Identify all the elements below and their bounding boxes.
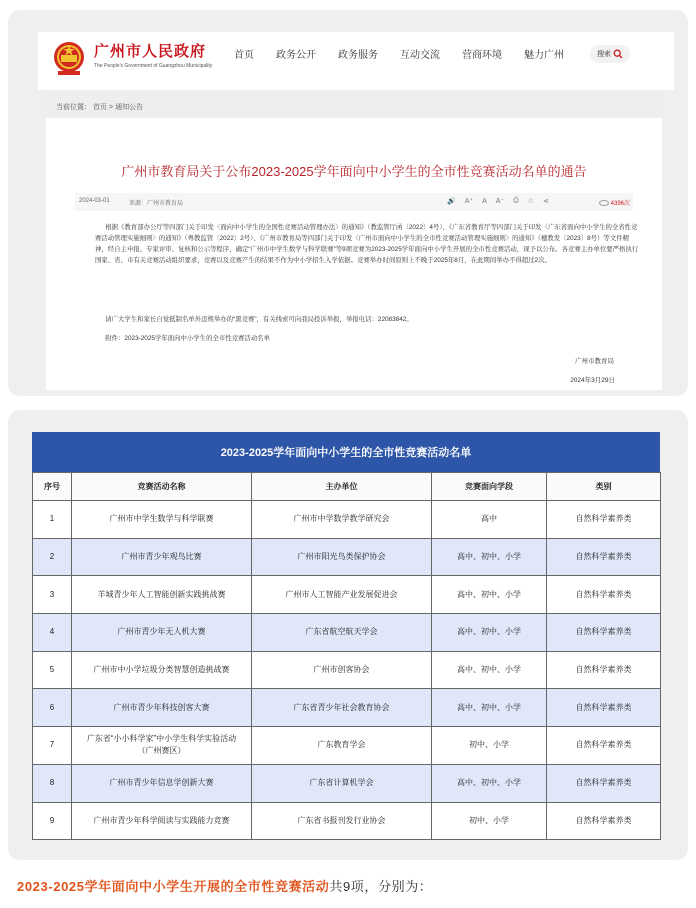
cell-organizer: 广东省书报刊发行业协会 bbox=[252, 802, 432, 840]
nav-item-home[interactable]: 首页 bbox=[234, 50, 254, 61]
favorite-icon[interactable]: ☆ bbox=[527, 198, 535, 205]
article-paragraph-2: 请广大学生和家长自觉抵制名单外违规举办的“黑竞赛”，有关线索可向我局投诉举报，举报电话：22083842。 bbox=[105, 316, 413, 323]
cell-name: 广州市青少年观鸟比赛 bbox=[72, 538, 252, 576]
cell-name: 广州市青少年信息学创新大赛 bbox=[72, 764, 252, 802]
cell-level: 高中、初中、小学 bbox=[432, 538, 547, 576]
nav-item-charm[interactable]: 魅力广州 bbox=[524, 50, 564, 61]
cell-category: 自然科学素养类 bbox=[547, 576, 661, 614]
table-row bbox=[33, 576, 661, 614]
breadcrumb-separator: > bbox=[109, 104, 114, 111]
article-screenshot-card bbox=[8, 10, 688, 396]
share-icon[interactable]: ⋖ bbox=[543, 198, 549, 205]
cell-index: 8 bbox=[33, 764, 72, 802]
table-header-row bbox=[33, 473, 661, 501]
cell-index: 4 bbox=[33, 614, 72, 652]
font-normal-icon[interactable]: A bbox=[482, 197, 487, 205]
cell-name: 羊城青少年人工智能创新实践挑战赛 bbox=[72, 576, 252, 614]
national-emblem-icon bbox=[52, 40, 86, 76]
publish-date: 2024-03-01 bbox=[79, 198, 110, 204]
table-row bbox=[33, 802, 661, 840]
read-aloud-icon[interactable]: 🔊 bbox=[447, 198, 456, 205]
cell-name: 广州市青少年科技创客大赛 bbox=[72, 689, 252, 727]
table-title: 2023-2025学年面向中小学生的全市性竞赛活动名单 bbox=[32, 432, 660, 472]
cell-level: 初中、小学 bbox=[432, 802, 547, 840]
article-source: 来源：广州市教育局 bbox=[129, 201, 184, 207]
cell-index: 6 bbox=[33, 689, 72, 727]
summary-line bbox=[17, 876, 432, 895]
sign-date: 2024年3月29日 bbox=[570, 377, 615, 384]
search-icon bbox=[613, 49, 623, 59]
cell-name: 广州市中小学垃圾分类智慧创造挑战赛 bbox=[72, 651, 252, 689]
cell-level: 高中 bbox=[432, 501, 547, 539]
col-header-level: 竞赛面向学段 bbox=[432, 473, 547, 501]
cell-organizer: 广州市阳光鸟类保护协会 bbox=[252, 538, 432, 576]
signer: 广州市教育局 bbox=[575, 358, 614, 365]
cell-index: 7 bbox=[33, 727, 72, 765]
table-row bbox=[33, 614, 661, 652]
print-icon[interactable]: ⎙ bbox=[513, 197, 519, 204]
article-title: 广州市教育局关于公布2023-2025学年面向中小学生的全市性竞赛活动名单的通告 bbox=[121, 164, 587, 179]
article-tools bbox=[447, 197, 558, 205]
nav-item-gov-affairs[interactable]: 政务公开 bbox=[276, 50, 316, 61]
competition-list bbox=[32, 472, 661, 840]
cell-level: 高中、初中、小学 bbox=[432, 651, 547, 689]
cell-category: 自然科学素养类 bbox=[547, 614, 661, 652]
table-row bbox=[33, 727, 661, 765]
cell-organizer: 广州市中学数学教学研究会 bbox=[252, 501, 432, 539]
cell-category: 自然科学素养类 bbox=[547, 764, 661, 802]
col-header-category: 类别 bbox=[547, 473, 661, 501]
font-larger-icon[interactable]: A⁺ bbox=[464, 198, 474, 205]
cell-level: 高中、初中、小学 bbox=[432, 764, 547, 802]
cell-organizer: 广东省计算机学会 bbox=[252, 764, 432, 802]
summary-rest: 共9项，分别为： bbox=[329, 879, 433, 894]
table-row bbox=[33, 501, 661, 539]
cell-index: 2 bbox=[33, 538, 72, 576]
search-button[interactable] bbox=[590, 45, 630, 63]
font-smaller-icon[interactable]: A⁻ bbox=[495, 198, 505, 205]
view-count bbox=[599, 198, 630, 207]
col-header-organizer: 主办单位 bbox=[252, 473, 432, 501]
col-header-index: 序号 bbox=[33, 473, 72, 501]
view-count-value: 4396次 bbox=[610, 201, 630, 207]
breadcrumb bbox=[46, 94, 662, 118]
cell-name: 广州市中学生数学与科学联赛 bbox=[72, 501, 252, 539]
cell-level: 高中、初中、小学 bbox=[432, 614, 547, 652]
cell-category: 自然科学素养类 bbox=[547, 727, 661, 765]
cell-name: 广东省“小小科学家”中小学生科学实验活动（广州赛区） bbox=[72, 727, 252, 765]
search-label: 搜索 bbox=[597, 51, 611, 58]
cell-organizer: 广州市创客协会 bbox=[252, 651, 432, 689]
article-meta-bar bbox=[75, 193, 633, 211]
nav-item-business[interactable]: 营商环境 bbox=[462, 50, 502, 61]
cell-index: 9 bbox=[33, 802, 72, 840]
main-nav bbox=[234, 46, 586, 61]
cell-category: 自然科学素养类 bbox=[547, 501, 661, 539]
site-name[interactable]: 广州市人民政府 bbox=[94, 43, 207, 60]
cell-index: 3 bbox=[33, 576, 72, 614]
cell-level: 高中、初中、小学 bbox=[432, 689, 547, 727]
cell-name: 广州市青少年科学阅读与实践能力竞赛 bbox=[72, 802, 252, 840]
cell-organizer: 广东省航空航天学会 bbox=[252, 614, 432, 652]
cell-level: 初中、小学 bbox=[432, 727, 547, 765]
nav-item-services[interactable]: 政务服务 bbox=[338, 50, 378, 61]
article-paragraph-1: 根据《教育部办公厅等四部门关于印发〈面向中小学生的全国性竞赛活动管理办法〉的通知》（教监管厅函〔2022〕4号）、《广东省教育厅等四部门关于印发〈广东省面向中小学生的全省性竞赛活动管理实施细则〉的通知》（粤教监管〔2022〕2号）、《广州市教育局等四部门关于印发〈广州市面向中小学生的全市性竞赛活动管理实施细则〉的通知》（穗教发〔2023〕8号）等文件精神，经自主申报、专家评审、复核和公示等程序，确定“广州市中学生数学与科学联赛”等9项竞赛为2023-2025学年面向中小学生开展的全市性竞赛活动，现予以公布。各竞赛主办单位要严格执行国家、省、市有关竞赛活动组织要求，竞赛以及竞赛产生的结果不作为中小学招生入学依据。竞赛举办时间原则上不晚于2025年8月，在此期间举办不得超过2次。 bbox=[95, 224, 639, 264]
col-header-name: 竞赛活动名称 bbox=[72, 473, 252, 501]
article-attachment[interactable]: 附件：2023-2025学年面向中小学生的全市性竞赛活动名单 bbox=[105, 335, 270, 342]
cell-level: 高中、初中、小学 bbox=[432, 576, 547, 614]
cell-category: 自然科学素养类 bbox=[547, 651, 661, 689]
table-row bbox=[33, 764, 661, 802]
competition-table-card bbox=[8, 410, 688, 860]
article-body bbox=[46, 94, 662, 390]
cell-index: 5 bbox=[33, 651, 72, 689]
cell-category: 自然科学素养类 bbox=[547, 802, 661, 840]
summary-highlight: 2023-2025学年面向中小学生开展的全市性竞赛活动 bbox=[17, 879, 330, 894]
site-header bbox=[38, 32, 674, 90]
table-row bbox=[33, 651, 661, 689]
cell-organizer: 广州市人工智能产业发展促进会 bbox=[252, 576, 432, 614]
table-row bbox=[33, 538, 661, 576]
breadcrumb-item-notices[interactable]: 通知公告 bbox=[115, 104, 144, 111]
nav-item-interaction[interactable]: 互动交流 bbox=[400, 50, 440, 61]
breadcrumb-item-home[interactable]: 首页 bbox=[93, 104, 107, 111]
cell-category: 自然科学素养类 bbox=[547, 538, 661, 576]
table-row bbox=[33, 689, 661, 727]
site-subtitle: The People's Government of Guangzhou Municipality bbox=[94, 63, 213, 69]
cell-index: 1 bbox=[33, 501, 72, 539]
eye-icon bbox=[599, 200, 609, 206]
cell-organizer: 广东教育学会 bbox=[252, 727, 432, 765]
cell-category: 自然科学素养类 bbox=[547, 689, 661, 727]
cell-name: 广州市青少年无人机大赛 bbox=[72, 614, 252, 652]
competition-table bbox=[32, 432, 660, 840]
breadcrumb-prefix: 当前位置： bbox=[56, 104, 91, 111]
cell-organizer: 广东省青少年社会教育协会 bbox=[252, 689, 432, 727]
